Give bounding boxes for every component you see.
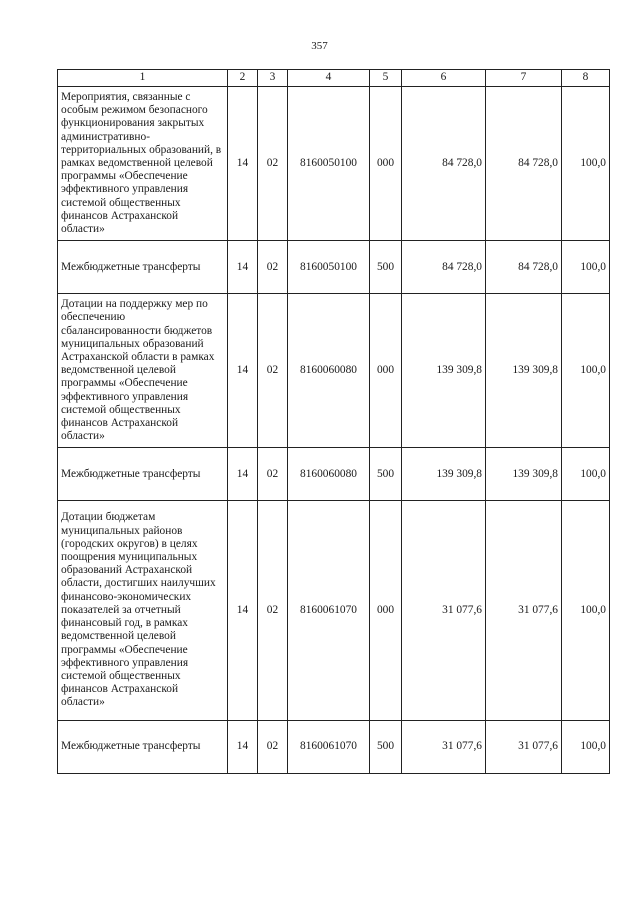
row-expense-type: 000 — [370, 87, 402, 241]
header-col-8: 8 — [562, 70, 610, 87]
row-percent: 100,0 — [562, 241, 610, 294]
row-percent: 100,0 — [562, 501, 610, 720]
row-value-7: 139 309,8 — [486, 294, 562, 448]
row-value-6: 139 309,8 — [402, 448, 486, 501]
table-header-row — [58, 70, 610, 87]
row-section: 14 — [228, 501, 258, 720]
row-section: 14 — [228, 241, 258, 294]
row-subsection: 02 — [258, 294, 288, 448]
table-row — [58, 448, 610, 501]
row-value-7: 84 728,0 — [486, 241, 562, 294]
row-percent: 100,0 — [562, 720, 610, 773]
row-value-7: 31 077,6 — [486, 501, 562, 720]
table-row — [58, 241, 610, 294]
row-target-article: 8160060080 — [288, 294, 370, 448]
row-name: Мероприятия, связанные с особым режимом безопасного функционирования закрытых административно-территориальных образований, в рамках ведомственной целевой программы «Обеспечение эффективного управления системой общественных финансов Астраханской области» — [58, 87, 228, 241]
row-section: 14 — [228, 448, 258, 501]
row-target-article: 8160061070 — [288, 501, 370, 720]
row-value-6: 84 728,0 — [402, 241, 486, 294]
row-expense-type: 500 — [370, 448, 402, 501]
row-value-6: 31 077,6 — [402, 501, 486, 720]
row-target-article: 8160050100 — [288, 241, 370, 294]
row-value-7: 31 077,6 — [486, 720, 562, 773]
header-col-5: 5 — [370, 70, 402, 87]
row-target-article: 8160060080 — [288, 448, 370, 501]
row-expense-type: 500 — [370, 241, 402, 294]
row-target-article: 8160050100 — [288, 87, 370, 241]
row-value-6: 139 309,8 — [402, 294, 486, 448]
row-subsection: 02 — [258, 448, 288, 501]
header-col-3: 3 — [258, 70, 288, 87]
row-percent: 100,0 — [562, 448, 610, 501]
header-col-2: 2 — [228, 70, 258, 87]
row-subsection: 02 — [258, 720, 288, 773]
row-expense-type: 500 — [370, 720, 402, 773]
row-name: Дотации на поддержку мер по обеспечению сбалансированности бюджетов муниципальных образований Астраханской области в рамках ведомственной целевой программы «Обеспечение эффективного управления системой общественных финансов Астраханской области» — [58, 294, 228, 448]
row-value-6: 84 728,0 — [402, 87, 486, 241]
row-subsection: 02 — [258, 87, 288, 241]
header-col-1: 1 — [58, 70, 228, 87]
row-section: 14 — [228, 720, 258, 773]
budget-table — [57, 69, 610, 774]
header-col-7: 7 — [486, 70, 562, 87]
table-row — [58, 87, 610, 241]
page-number: 357 — [311, 40, 328, 52]
table-row — [58, 294, 610, 448]
row-name: Межбюджетные трансферты — [58, 720, 228, 773]
row-expense-type: 000 — [370, 294, 402, 448]
table-row — [58, 720, 610, 773]
header-col-6: 6 — [402, 70, 486, 87]
table-row — [58, 501, 610, 720]
row-name: Межбюджетные трансферты — [58, 241, 228, 294]
row-percent: 100,0 — [562, 294, 610, 448]
row-section: 14 — [228, 294, 258, 448]
row-section: 14 — [228, 87, 258, 241]
row-value-7: 84 728,0 — [486, 87, 562, 241]
row-subsection: 02 — [258, 241, 288, 294]
row-value-6: 31 077,6 — [402, 720, 486, 773]
row-name: Дотации бюджетам муниципальных районов (городских округов) в целях поощрения муниципальных образований Астраханской области, достигших наилучших финансово-экономических показателей за отчетный финансовый год, в рамках ведомственной целевой программы «Обеспечение эффективного управления системой общественных финансов Астраханской области» — [58, 501, 228, 720]
row-expense-type: 000 — [370, 501, 402, 720]
row-subsection: 02 — [258, 501, 288, 720]
row-value-7: 139 309,8 — [486, 448, 562, 501]
header-col-4: 4 — [288, 70, 370, 87]
row-target-article: 8160061070 — [288, 720, 370, 773]
row-percent: 100,0 — [562, 87, 610, 241]
row-name: Межбюджетные трансферты — [58, 448, 228, 501]
